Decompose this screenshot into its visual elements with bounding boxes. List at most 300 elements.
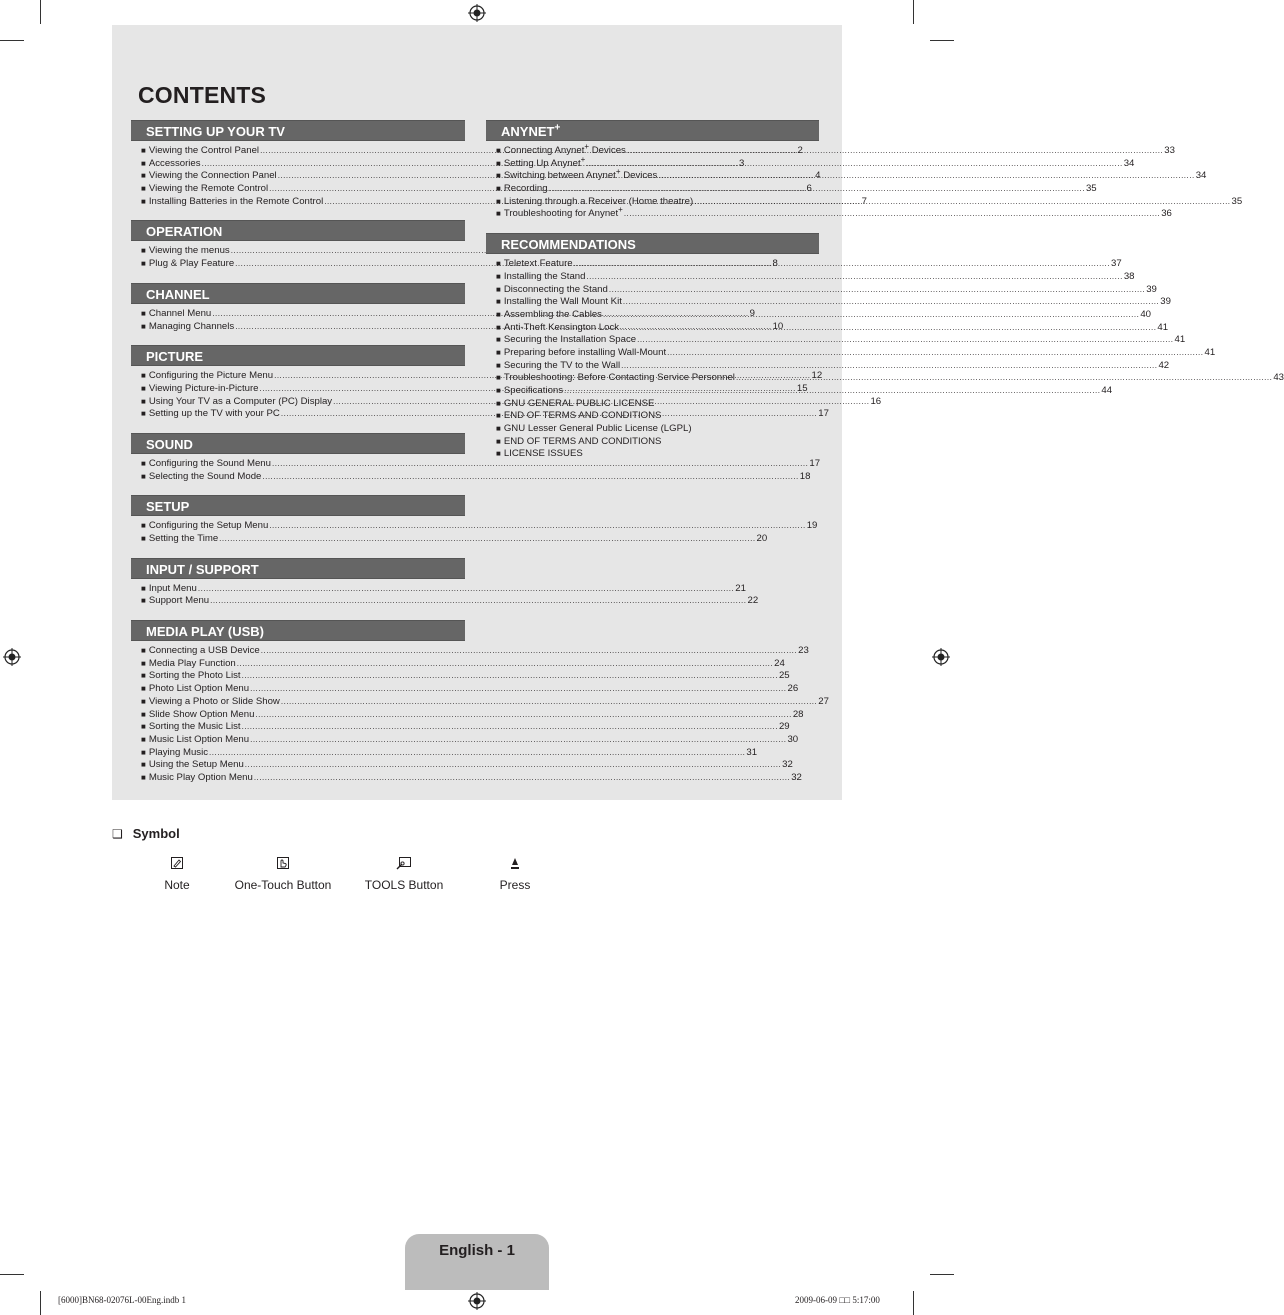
toc-entry-label: [149, 383, 259, 396]
square-bullet-icon: ■: [496, 171, 501, 181]
toc-entry-superscript: +: [618, 205, 623, 215]
dot-leader: [667, 347, 1203, 360]
dot-leader: [242, 670, 778, 683]
toc-entry-page: 12: [811, 370, 823, 382]
square-bullet-icon: ■: [141, 684, 146, 694]
toc-entry-text: Viewing a Photo or Slide Show: [148, 695, 280, 707]
toc-entry-text: Connecting a USB Device: [148, 645, 260, 657]
toc-entry-text: Troubleshooting for Anynet: [503, 208, 619, 220]
section-heading: [131, 120, 465, 141]
crop-mark: [0, 1274, 24, 1275]
square-bullet-icon: ■: [496, 424, 501, 434]
square-bullet-icon: ■: [141, 146, 146, 155]
dot-leader: [637, 334, 1173, 347]
toc-entry: [496, 410, 813, 423]
toc-entry-label: [504, 258, 573, 271]
dot-leader: [658, 170, 1194, 183]
toc-entry: [141, 245, 459, 258]
toc-entry-label: [149, 196, 323, 209]
dot-leader: [281, 696, 817, 709]
square-bullet-icon: ■: [496, 158, 501, 168]
toc-entry: [141, 733, 799, 747]
toc-entry-page: 25: [778, 670, 790, 682]
toc-entry-text: Photo List Option Menu: [148, 683, 250, 695]
square-bullet-icon: ■: [141, 171, 146, 181]
toc-entry: [141, 721, 790, 734]
toc-entry-page: 41: [1174, 334, 1186, 346]
toc-entry-label: [149, 645, 260, 658]
toc-entry-page: 35: [1231, 195, 1243, 207]
toc-entry-label: [149, 471, 262, 484]
square-bullet-icon: ■: [141, 471, 146, 481]
toc-entry-label: [149, 408, 280, 421]
section-heading-label: PICTURE: [146, 349, 204, 365]
square-bullet-icon: ■: [141, 184, 146, 194]
toc-entry-page: 30: [787, 733, 799, 745]
crop-mark: [0, 40, 24, 41]
section-heading-superscript: +: [554, 122, 561, 134]
toc-entry-label: [149, 396, 332, 409]
square-bullet-icon: ■: [141, 646, 146, 656]
toc-entry-label: [149, 583, 197, 596]
toc-entry-text: GNU Lesser General Public License (LGPL): [503, 423, 692, 435]
dot-leader: [250, 734, 786, 747]
square-bullet-icon: ■: [141, 671, 146, 681]
registration-mark-icon: [3, 648, 21, 666]
toc-entry-text: Media Play Function: [148, 657, 236, 669]
toc-entry-text: Setting Up Anynet: [503, 157, 581, 169]
toc-entry-label: [149, 321, 234, 334]
toc-entry-label: [149, 158, 201, 171]
toc-entry-text: Setting the Time: [148, 533, 219, 544]
dot-leader: [245, 759, 781, 772]
crop-mark: [40, 1291, 41, 1315]
toc-entry-page: 41: [1204, 346, 1216, 358]
toc-entry: [141, 759, 793, 772]
toc-entry: [496, 283, 1157, 297]
toc-entry-page: 7: [861, 195, 867, 207]
toc-entry-text: Playing Music: [148, 746, 209, 758]
square-bullet-icon: ■: [496, 184, 501, 194]
date-slug: 2009-06-09 □□ 5:17:00: [795, 1295, 880, 1305]
toc-entry-label: [149, 370, 273, 383]
toc-entry-text: Disconnecting the Stand: [503, 283, 608, 295]
section-heading-label: OPERATION: [146, 224, 223, 240]
square-bullet-icon: ■: [141, 583, 146, 593]
toc-entry-label: [504, 296, 622, 309]
one-touch-icon: [218, 852, 348, 874]
section-heading-label: SETUP: [146, 499, 190, 515]
square-bullet-icon: ■: [496, 398, 501, 408]
section-items: [131, 516, 818, 557]
square-bullet-icon: ■: [496, 297, 501, 307]
toc-entry-text: Music List Option Menu: [148, 733, 250, 745]
toc-entry-label: [503, 167, 658, 183]
toc-entry-text: Viewing the Control Panel: [148, 145, 260, 156]
dot-leader: [209, 747, 745, 760]
toc-entry: [496, 205, 1172, 221]
toc-entry-label: [503, 154, 586, 171]
section-heading: [131, 345, 465, 366]
dot-leader: [269, 520, 805, 533]
toc-entry-text: Viewing the menus: [148, 245, 230, 257]
toc-entry-label: [149, 258, 234, 271]
toc-entry-text: Installing the Wall Mount Kit: [503, 296, 622, 308]
square-bullet-icon: ■: [496, 146, 501, 155]
section-heading-label: MEDIA PLAY (USB): [146, 624, 264, 640]
square-bullet-icon: ■: [496, 411, 501, 421]
toc-entry-page: 15: [796, 382, 808, 394]
toc-entry-text: GNU GENERAL PUBLIC LICENSE: [503, 397, 655, 409]
square-bullet-icon: ■: [141, 534, 146, 543]
toc-entry-text: Listening through a Receiver (Home theatre): [503, 195, 694, 207]
crop-mark: [913, 1291, 914, 1315]
toc-entry-label: [149, 696, 280, 709]
square-bullet-icon: ■: [141, 458, 146, 468]
square-bullet-icon: ■: [496, 360, 501, 370]
toc-entry: [496, 167, 1207, 183]
toc-entry-text: Setting up the TV with your PC: [148, 408, 280, 420]
toc-entry-text: Configuring the Picture Menu: [148, 370, 274, 382]
section-items: [131, 641, 829, 797]
toc-entry-text-rest: Devices: [620, 170, 658, 182]
toc-entry-text: Channel Menu: [148, 307, 212, 319]
toc-entry: [496, 321, 1169, 335]
toc-entry-label: [504, 360, 620, 373]
square-bullet-icon: ■: [141, 158, 146, 168]
square-bullet-icon: ■: [496, 271, 501, 281]
toc-entry-label: [503, 141, 626, 158]
toc-entry-label: [149, 721, 241, 734]
square-bullet-icon: ■: [141, 196, 146, 206]
toc-entry-label: [504, 372, 735, 385]
square-bullet-icon: ■: [141, 709, 146, 719]
toc-entry-label: [504, 183, 548, 196]
toc-entry-label: [149, 145, 259, 158]
toc-entry-label: [149, 458, 271, 471]
toc-entry-label: [149, 734, 249, 747]
toc-entry-text: Plug & Play Feature: [148, 258, 235, 270]
toc-entry-text: Assembling the Cables: [503, 308, 602, 320]
dot-leader: [736, 372, 1272, 385]
registration-mark-icon: [468, 1292, 486, 1310]
toc-entry-page: 17: [809, 457, 821, 469]
section-heading-label: ANYNET: [501, 124, 555, 139]
dot-leader: [624, 208, 1160, 221]
toc-entry-text: Using Your TV as a Computer (PC) Display: [148, 395, 333, 407]
toc-entry-page: 4: [815, 170, 821, 182]
toc-entry-text: Installing Batteries in the Remote Control: [148, 195, 324, 207]
toc-entry-text: Support Menu: [148, 595, 210, 607]
toc-entry-label: [503, 205, 623, 221]
dot-leader: [586, 271, 1122, 284]
toc-entry: [496, 423, 813, 436]
toc-entry-text: Installing the Stand: [503, 270, 586, 282]
dot-leader: [254, 772, 790, 785]
section-heading-label: SOUND: [146, 436, 193, 452]
square-bullet-icon: ■: [141, 696, 146, 706]
toc-entry-page: 32: [782, 759, 793, 771]
toc-entry-label: [149, 170, 277, 183]
dot-leader: [627, 145, 1163, 158]
toc-entry-label: [504, 398, 655, 411]
toc-entry-page: 8: [772, 258, 778, 270]
square-bullet-icon: ■: [141, 747, 146, 757]
toc-entry-text: Music Play Option Menu: [148, 771, 253, 783]
dot-leader: [255, 709, 791, 722]
symbol-one-touch: [218, 852, 348, 892]
square-bullet-icon: ■: [141, 658, 146, 668]
crop-mark: [930, 1274, 954, 1275]
square-bullet-icon: ■: [141, 321, 146, 331]
toc-entry-label: [149, 747, 208, 760]
toc-entry-page: 23: [798, 645, 809, 657]
registration-mark-icon: [468, 4, 486, 22]
toc-entry: [141, 771, 802, 785]
toc-entry-label: [149, 658, 236, 671]
toc-entry-page: 18: [799, 470, 811, 482]
toc-entry: [496, 183, 1097, 196]
toc-entry: [141, 533, 768, 546]
toc-entry-label: [149, 308, 211, 321]
dot-leader: [621, 360, 1157, 373]
toc-entry-text: Sorting the Music List: [148, 721, 241, 733]
toc-entry-page: 35: [1085, 183, 1097, 195]
toc-entry-text: Teletext Feature: [503, 258, 573, 270]
toc-entry-label: [149, 520, 268, 533]
toc-entry-label: [149, 183, 268, 196]
toc-entry-page: 39: [1146, 283, 1157, 295]
toc-entry: [141, 670, 790, 683]
crop-mark: [930, 40, 954, 41]
toc-entry-page: 34: [1123, 157, 1135, 169]
toc-entry-label: [149, 683, 249, 696]
crop-mark: [913, 0, 914, 24]
toc-entry-text-rest: Devices: [589, 145, 626, 156]
toc-entry-page: 22: [747, 595, 759, 607]
symbol-label: TOOLS Button: [364, 878, 444, 892]
square-bullet-icon: ■: [496, 309, 501, 319]
section-heading-label: RECOMMENDATIONS: [501, 237, 636, 253]
toc-entry: [141, 645, 809, 658]
registration-mark-icon: [932, 648, 950, 666]
toc-entry-label: [504, 385, 563, 398]
toc-entry-superscript: +: [584, 141, 590, 151]
toc-entry: [496, 195, 1243, 209]
toc-entry: [496, 154, 1135, 171]
toc-entry: [141, 695, 829, 709]
toc-entry-text: Configuring the Setup Menu: [148, 520, 269, 532]
toc-entry-text: Viewing the Remote Control: [148, 183, 269, 195]
toc-entry-text: Recording: [503, 183, 548, 195]
section-heading-label: SETTING UP YOUR TV: [146, 124, 285, 139]
toc-entry-label: [504, 284, 608, 297]
dot-leader: [549, 183, 1085, 196]
toc-entry-text: Configuring the Sound Menu: [148, 457, 271, 469]
toc-entry-label: [149, 772, 253, 785]
toc-entry: [496, 398, 813, 411]
square-bullet-icon: ■: [496, 335, 501, 345]
square-bullet-icon: ■: [496, 322, 501, 332]
dot-leader: [242, 721, 778, 734]
toc-entry-text: Managing Channels: [148, 320, 235, 332]
toc-entry: [496, 448, 813, 461]
toc-entry-page: 16: [870, 395, 882, 407]
toc-entry-label: [504, 271, 586, 284]
toc-entry: [496, 270, 1135, 284]
toc-entry-text: Securing the Installation Space: [503, 334, 637, 346]
dot-leader: [623, 296, 1159, 309]
toc-entry-page: 36: [1161, 208, 1172, 220]
toc-entry-label: [149, 759, 244, 772]
toc-entry-label: [149, 709, 255, 722]
toc-entry-page: 19: [806, 520, 818, 532]
toc-entry: [141, 582, 746, 596]
toc-entry: [496, 359, 1170, 373]
dot-leader: [237, 658, 773, 671]
section-heading: [131, 620, 465, 641]
toc-entry: [141, 520, 818, 533]
toc-entry-label: [504, 309, 602, 322]
toc-entry-page: 37: [1111, 258, 1122, 270]
crop-mark: [40, 0, 41, 24]
toc-entry-page: 21: [735, 582, 746, 594]
square-bullet-icon: ■: [496, 347, 501, 357]
dot-leader: [250, 683, 786, 696]
checkbox-bullet-icon: ❑: [112, 827, 123, 841]
toc-entry-label: [504, 410, 662, 423]
toc-entry-page: 17: [818, 408, 829, 420]
symbol-heading: [112, 826, 180, 841]
square-bullet-icon: ■: [141, 371, 146, 381]
toc-entry: [141, 683, 799, 696]
dot-leader: [574, 258, 1110, 271]
toc-entry-page: 28: [792, 708, 804, 720]
toc-entry-text: Troubleshooting: Before Contacting Service Personnel: [503, 372, 735, 384]
toc-entry-text: Anti-Theft Kensington Lock: [503, 321, 620, 333]
dot-leader: [586, 158, 1122, 171]
toc-entry: [141, 470, 811, 484]
toc-entry: [496, 436, 813, 449]
toc-entry: [496, 346, 1216, 360]
toc-entry-text: Securing the TV to the Wall: [503, 359, 621, 371]
section-heading-label: CHANNEL: [146, 286, 210, 302]
toc-entry-text: Using the Setup Menu: [148, 759, 244, 771]
toc-entry-text: END OF TERMS AND CONDITIONS: [503, 435, 662, 447]
dot-leader: [609, 284, 1145, 297]
toc-entry-page: 24: [774, 657, 785, 669]
toc-entry-page: 20: [756, 533, 768, 544]
toc-entry-label: [504, 347, 666, 360]
toc-entry-page: 26: [787, 683, 799, 695]
square-bullet-icon: ■: [141, 734, 146, 744]
toc-entry-superscript: +: [580, 154, 586, 164]
toc-entry-text: Specifications: [503, 385, 564, 396]
toc-entry: [496, 296, 1171, 309]
symbol-heading-label: Symbol: [132, 826, 180, 841]
press-icon: [450, 852, 580, 874]
toc-entry-page: 40: [1140, 308, 1152, 320]
page-title: CONTENTS: [138, 82, 267, 108]
square-bullet-icon: ■: [141, 308, 146, 318]
toc-entry-label: [149, 245, 230, 258]
toc-entry-page: 27: [818, 695, 829, 707]
square-bullet-icon: ■: [496, 259, 501, 269]
toc-entry: [141, 595, 759, 608]
section-heading: [131, 283, 465, 304]
toc-entry-page: 31: [746, 746, 758, 758]
toc-entry-text: END OF TERMS AND CONDITIONS: [503, 410, 662, 422]
toc-entry-text: Sorting the Photo List: [148, 670, 241, 682]
toc-entry: [496, 308, 1152, 322]
toc-entry-page: 39: [1160, 296, 1171, 308]
toc-entry-label: [149, 533, 218, 546]
square-bullet-icon: ■: [141, 722, 146, 732]
square-bullet-icon: ■: [141, 409, 146, 419]
toc-entry-text: Input Menu: [148, 582, 197, 594]
toc-entry-page: 10: [772, 320, 784, 332]
dot-leader: [210, 595, 746, 608]
toc-entry-text: Slide Show Option Menu: [148, 708, 255, 720]
toc-entry-page: 2: [797, 145, 803, 156]
section-heading-label: INPUT / SUPPORT: [146, 561, 259, 577]
square-bullet-icon: ■: [141, 396, 146, 406]
toc-entry-label: [504, 322, 619, 335]
dot-leader: [620, 322, 1156, 335]
toc-entry-text: Connecting Anynet: [503, 145, 585, 156]
square-bullet-icon: ■: [141, 772, 146, 782]
section-items: [131, 579, 759, 620]
toc-entry-page: 41: [1157, 321, 1169, 333]
toc-entry-label: [149, 670, 241, 683]
symbol-label: Note: [164, 878, 190, 892]
dot-leader: [603, 309, 1139, 322]
symbol-label: Press: [499, 878, 531, 892]
toc-entry-label: [504, 423, 692, 436]
toc-entry-label: [504, 436, 662, 449]
toc-entry-page: 42: [1158, 359, 1170, 371]
square-bullet-icon: ■: [496, 284, 501, 294]
toc-entry-label: [504, 448, 583, 461]
toc-entry-page: 9: [749, 307, 755, 319]
square-bullet-icon: ■: [496, 449, 501, 459]
toc-entry-text: LICENSE ISSUES: [503, 448, 583, 460]
toc-entry-page: 44: [1101, 385, 1113, 396]
square-bullet-icon: ■: [496, 386, 501, 395]
toc-entry-page: 43: [1273, 372, 1284, 384]
section-heading: [131, 558, 465, 579]
square-bullet-icon: ■: [141, 521, 146, 531]
toc-entry-text: Viewing the Connection Panel: [148, 170, 277, 182]
toc-entry-text: Switching between Anynet: [503, 170, 616, 182]
square-bullet-icon: ■: [496, 373, 501, 383]
section-items: [486, 141, 1243, 233]
square-bullet-icon: ■: [141, 383, 146, 393]
toc-entry: [496, 258, 1122, 271]
page-number: English - 1: [439, 1242, 515, 1259]
toc-entry: [496, 141, 1175, 158]
toc-entry-text: Selecting the Sound Mode: [148, 470, 262, 482]
toc-entry: [496, 382, 1113, 398]
toc-entry-label: [504, 334, 636, 347]
toc-entry-superscript: +: [615, 167, 621, 177]
symbol-press: [450, 852, 580, 892]
toc-entry-page: 34: [1195, 170, 1207, 182]
section-heading: [131, 220, 465, 241]
symbol-label: One-Touch Button: [234, 878, 332, 892]
toc-entry-page: 38: [1123, 270, 1135, 282]
square-bullet-icon: ■: [141, 259, 146, 269]
